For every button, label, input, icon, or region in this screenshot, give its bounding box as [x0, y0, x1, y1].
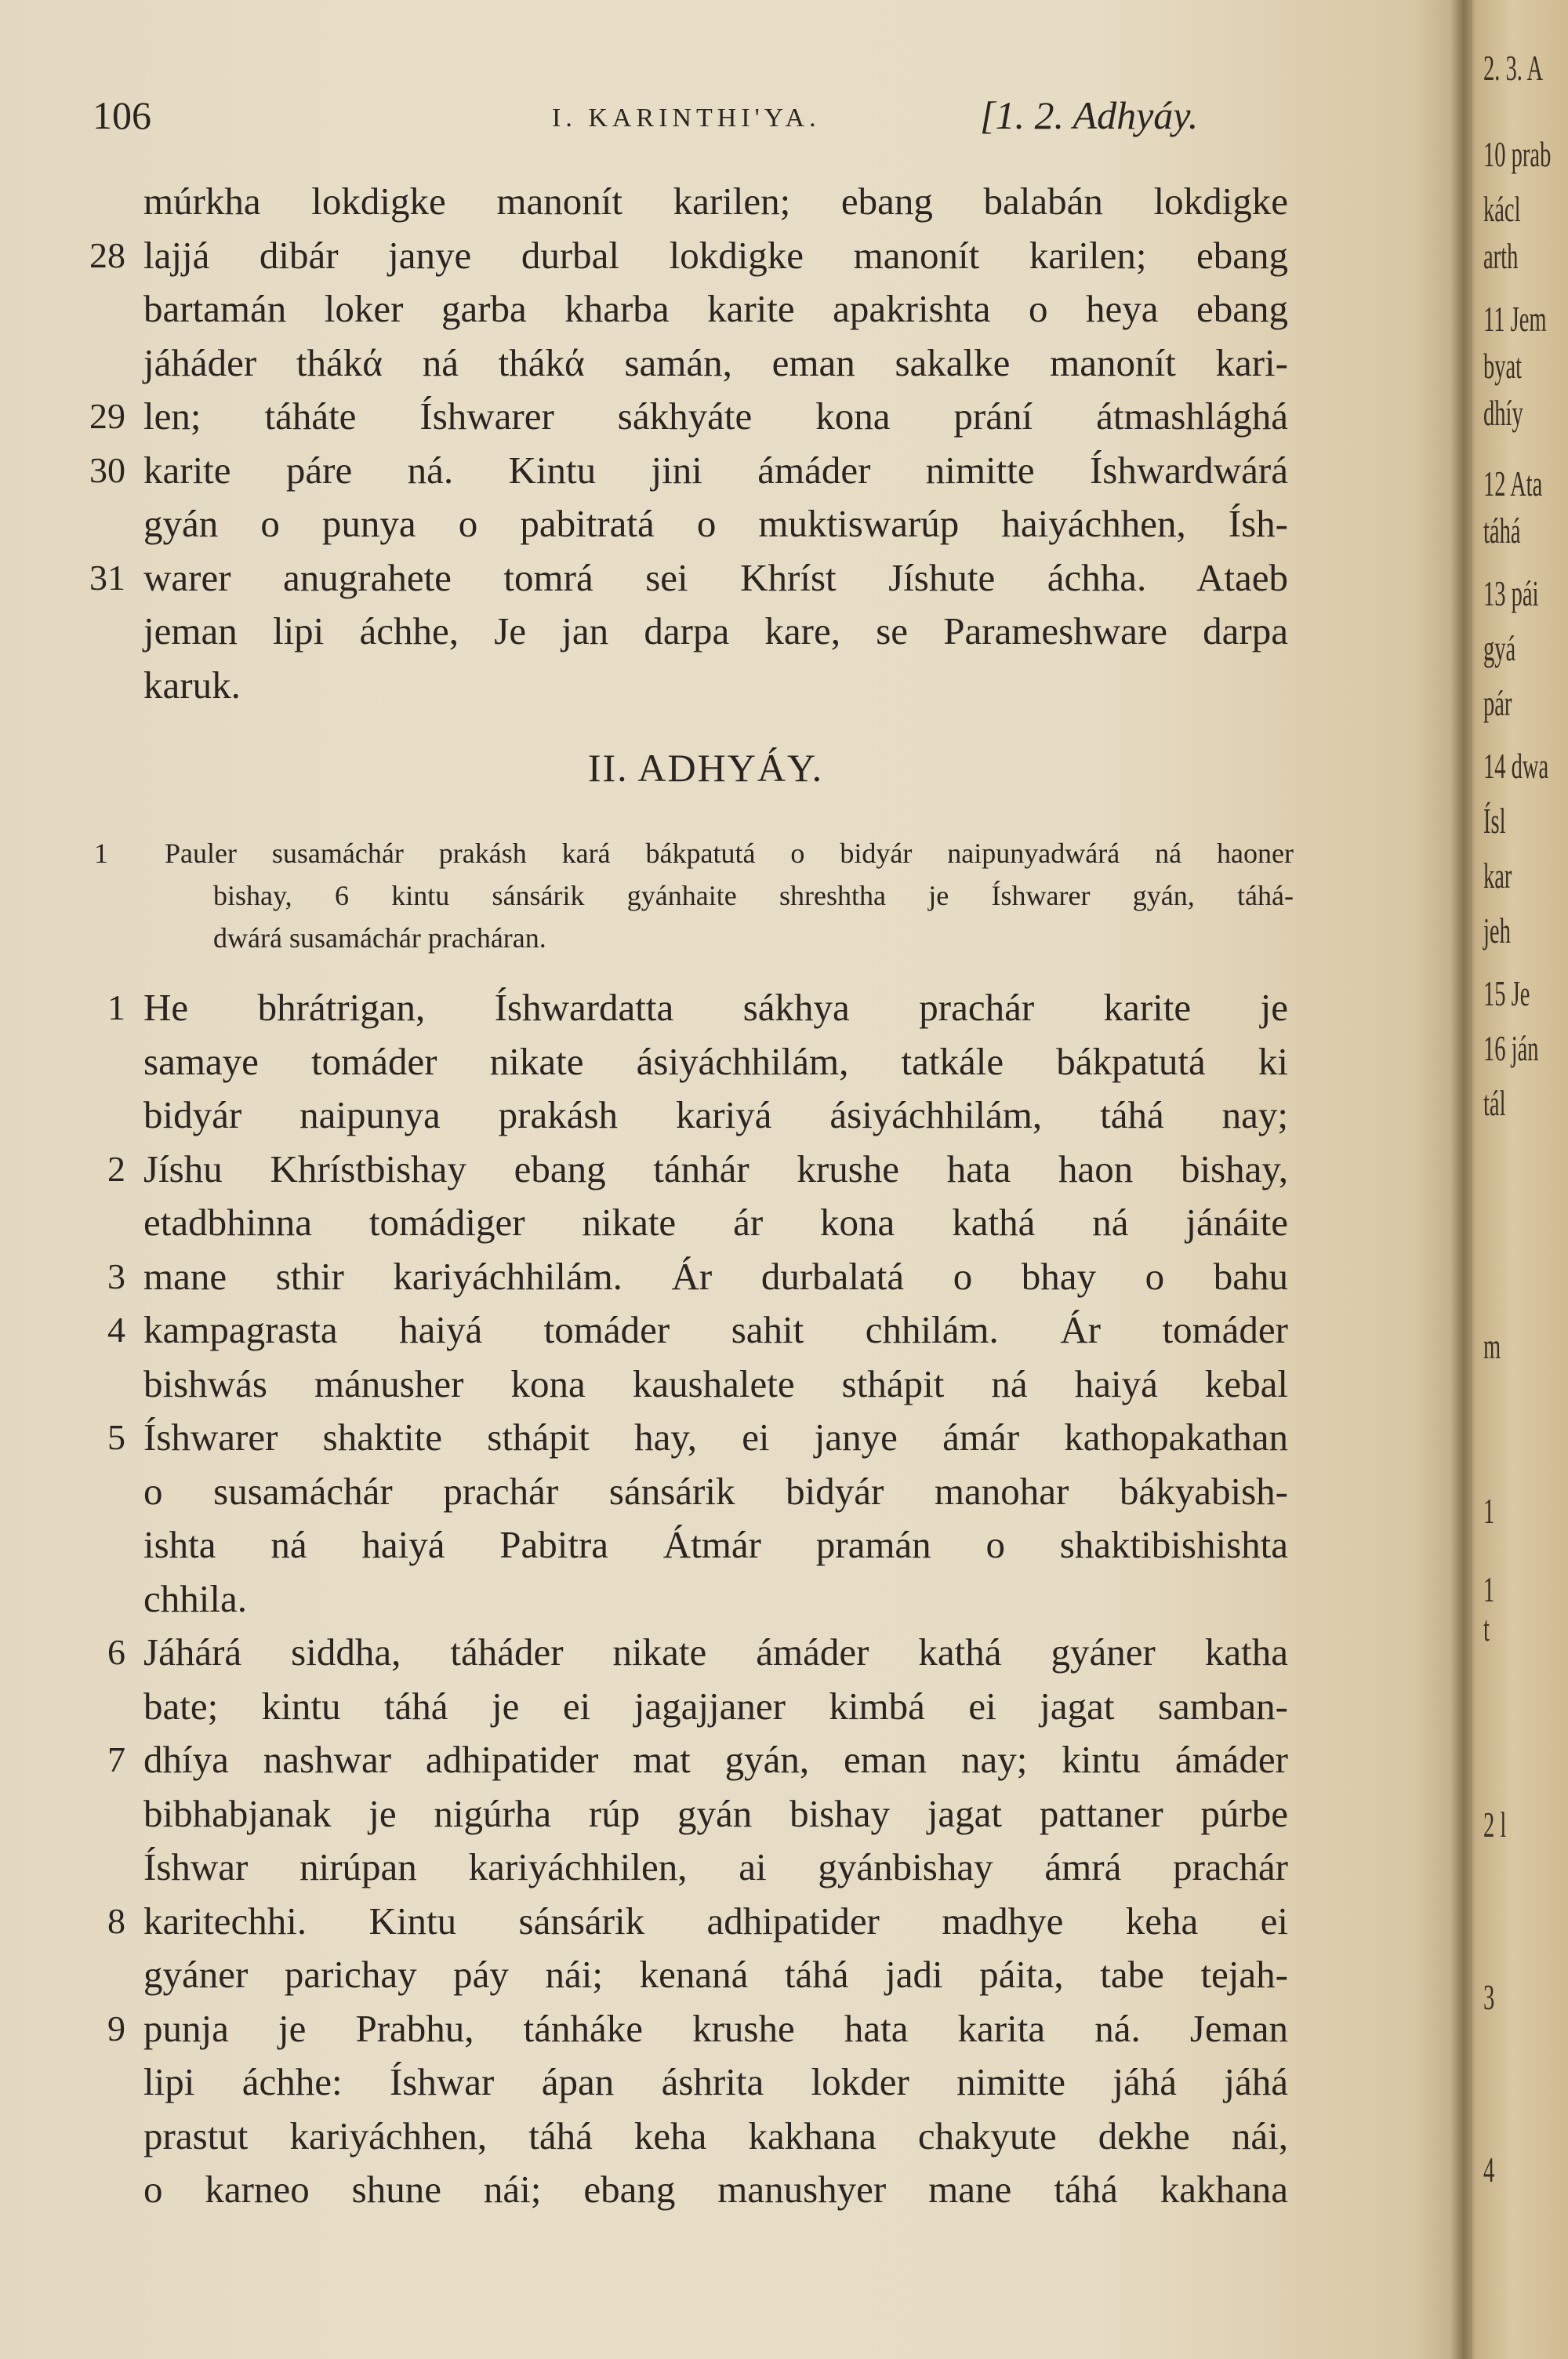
text-line: Pauler susamáchár prakásh kará bákpatutá o bidyár naipunyadwárá ná haoner: [165, 838, 1294, 869]
text-line: lajjá dibár janye durbal lokdigke manonít karilen; ebang: [143, 233, 1288, 277]
text-line: jáháder thákά ná thákά samán, eman sakalke manonít kari-: [143, 340, 1288, 384]
verse-number: 6: [107, 1632, 125, 1672]
verse-number: 8: [107, 1900, 125, 1941]
text-line: Jíshu Khrístbishay ebang tánhár krushe hata haon bishay,: [143, 1147, 1288, 1190]
verse-number: 7: [107, 1739, 125, 1779]
text-line: jeman lipi áchhe, Je jan darpa kare, se Parameshware darpa: [143, 609, 1288, 652]
text-line: gyán o punya o pabitratá o muktiswarúp haiyáchhen, Ísh-: [143, 502, 1288, 545]
adjacent-page-fragment: 2. 3. A: [1483, 48, 1544, 88]
adjacent-page-fragment: t: [1483, 1608, 1490, 1648]
text-line: dwárá susamáchár pracháran.: [213, 922, 546, 954]
adjacent-page-fragment: jeh: [1483, 911, 1511, 951]
adjacent-page-fragment: 11 Jem: [1483, 299, 1547, 339]
text-line: karite páre ná. Kintu jini ámáder nimitte Íshwardwárá: [143, 448, 1288, 492]
page-number: 106: [93, 93, 151, 137]
verse-number: 4: [107, 1310, 125, 1350]
adjacent-page-fragment: arth: [1483, 236, 1519, 276]
adjacent-page-fragment: kácl: [1483, 189, 1521, 229]
verse-number: 2: [107, 1148, 125, 1189]
text-line: lipi áchhe: Íshwar ápan áshrita lokder nimitte jáhá jáhá: [143, 2060, 1288, 2103]
book-gutter: [1450, 0, 1477, 2359]
text-line: punja je Prabhu, tánháke krushe hata karita ná. Jeman: [143, 2006, 1288, 2050]
text-line: bartamán loker garba kharba karite apakrishta o heya ebang: [143, 287, 1288, 330]
verse-number: 30: [89, 449, 125, 490]
text-line: Jáhárá siddha, táháder nikate ámáder kathá gyáner katha: [143, 1630, 1288, 1674]
adjacent-page-fragment: byat: [1483, 346, 1523, 386]
text-line: karuk.: [143, 663, 241, 707]
running-title: I. KARINTHI'YA.: [552, 104, 821, 133]
text-line: mane sthir kariyáchhilám. Ár durbalatá o bhay o bahu: [143, 1254, 1288, 1298]
adjacent-page-fragment: 16 ján: [1483, 1028, 1539, 1068]
adjacent-page-fragment: Ísl: [1483, 801, 1506, 841]
adjacent-page-fragment: 14 dwa: [1483, 746, 1549, 786]
adjacent-page-fragment: 2 l: [1483, 1805, 1507, 1845]
adjacent-page-fragment: 15 Je: [1483, 973, 1530, 1013]
adjacent-page-fragment: táhá: [1483, 511, 1521, 551]
verse-number: 3: [107, 1256, 125, 1296]
text-line: Íshwar nirúpan kariyáchhilen, ai gyánbishay ámrá prachár: [143, 1845, 1288, 1888]
adjacent-page-fragment: gyá: [1483, 628, 1516, 668]
verse-number: 5: [107, 1417, 125, 1457]
adjacent-page-fragment: 12 Ata: [1483, 463, 1543, 503]
text-line: len; táháte Íshwarer sákhyáte kona prání átmashlághá: [143, 394, 1288, 438]
adjacent-page-edge: [1477, 0, 1568, 2359]
text-line: samaye tomáder nikate ásiyáchhilám, tatkále bákpatutá ki: [143, 1039, 1288, 1083]
text-line: múrkha lokdigke manonít karilen; ebang balabán lokdigke: [143, 180, 1288, 223]
adjacent-page-fragment: 10 prab: [1483, 134, 1552, 174]
adjacent-page-fragment: pár: [1483, 683, 1512, 723]
section-reference: [1. 2. Adhyáy.: [980, 93, 1199, 137]
text-line: bishwás mánusher kona kaushalete sthápit ná haiyá kebal: [143, 1361, 1288, 1405]
adjacent-page-fragment: kar: [1483, 856, 1512, 896]
text-line: bibhabjanak je nigúrha rúp gyán bishay jagat pattaner púrbe: [143, 1791, 1288, 1835]
text-line: He bhrátrigan, Íshwardatta sákhya prachár karite je: [143, 986, 1288, 1029]
chapter-heading: II. ADHYÁY.: [587, 746, 824, 790]
text-line: bidyár naipunya prakásh kariyá ásiyáchhilám, táhá nay;: [143, 1093, 1288, 1136]
adjacent-page-fragment: tál: [1483, 1083, 1506, 1123]
adjacent-page-fragment: m: [1483, 1326, 1501, 1366]
verse-number: 1: [94, 838, 108, 869]
text-line: ishta ná haiyá Pabitra Átmár pramán o shaktibishishta: [143, 1523, 1288, 1566]
verse-number: 1: [107, 987, 125, 1027]
adjacent-page-fragment: 4: [1483, 2150, 1495, 2190]
text-line: o karneo shune nái; ebang manushyer mane táhá kakhana: [143, 2168, 1288, 2211]
adjacent-page-fragment: 3: [1483, 1977, 1495, 2017]
text-line: warer anugrahete tomrá sei Khríst Jíshute áchha. Ataeb: [143, 555, 1288, 599]
text-line: o susamáchár prachár sánsárik bidyár manohar bákyabish-: [143, 1469, 1288, 1513]
text-line: etadbhinna tomádiger nikate ár kona kathá ná jánáite: [143, 1201, 1288, 1244]
adjacent-page-fragment: 1: [1483, 1569, 1495, 1609]
verse-number: 29: [89, 396, 125, 436]
text-line: bishay, 6 kintu sánsárik gyánhaite shreshtha je Íshwarer gyán, táhá-: [213, 880, 1294, 911]
text-line: kampagrasta haiyá tomáder sahit chhilám. Ár tomáder: [143, 1308, 1288, 1351]
text-line: chhila.: [143, 1576, 247, 1620]
adjacent-page-fragment: 13 pái: [1483, 573, 1539, 613]
adjacent-page-fragment: dhíy: [1483, 393, 1523, 433]
text-line: gyáner parichay páy nái; kenaná táhá jadi páita, tabe tejah-: [143, 1953, 1288, 1996]
text-line: Íshwarer shaktite sthápit hay, ei janye ámár kathopakathan: [143, 1416, 1288, 1459]
text-line: dhíya nashwar adhipatider mat gyán, eman nay; kintu ámáder: [143, 1738, 1288, 1781]
verse-number: 28: [89, 234, 125, 275]
text-line: karitechhi. Kintu sánsárik adhipatider madhye keha ei: [143, 1899, 1288, 1943]
adjacent-page-fragment: 1: [1483, 1491, 1495, 1531]
text-line: bate; kintu táhá je ei jagajjaner kimbá ei jagat samban-: [143, 1684, 1288, 1728]
verse-number: 9: [107, 2008, 125, 2048]
text-line: prastut kariyáchhen, táhá keha kakhana chakyute dekhe nái,: [143, 2114, 1288, 2157]
verse-number: 31: [89, 557, 125, 598]
